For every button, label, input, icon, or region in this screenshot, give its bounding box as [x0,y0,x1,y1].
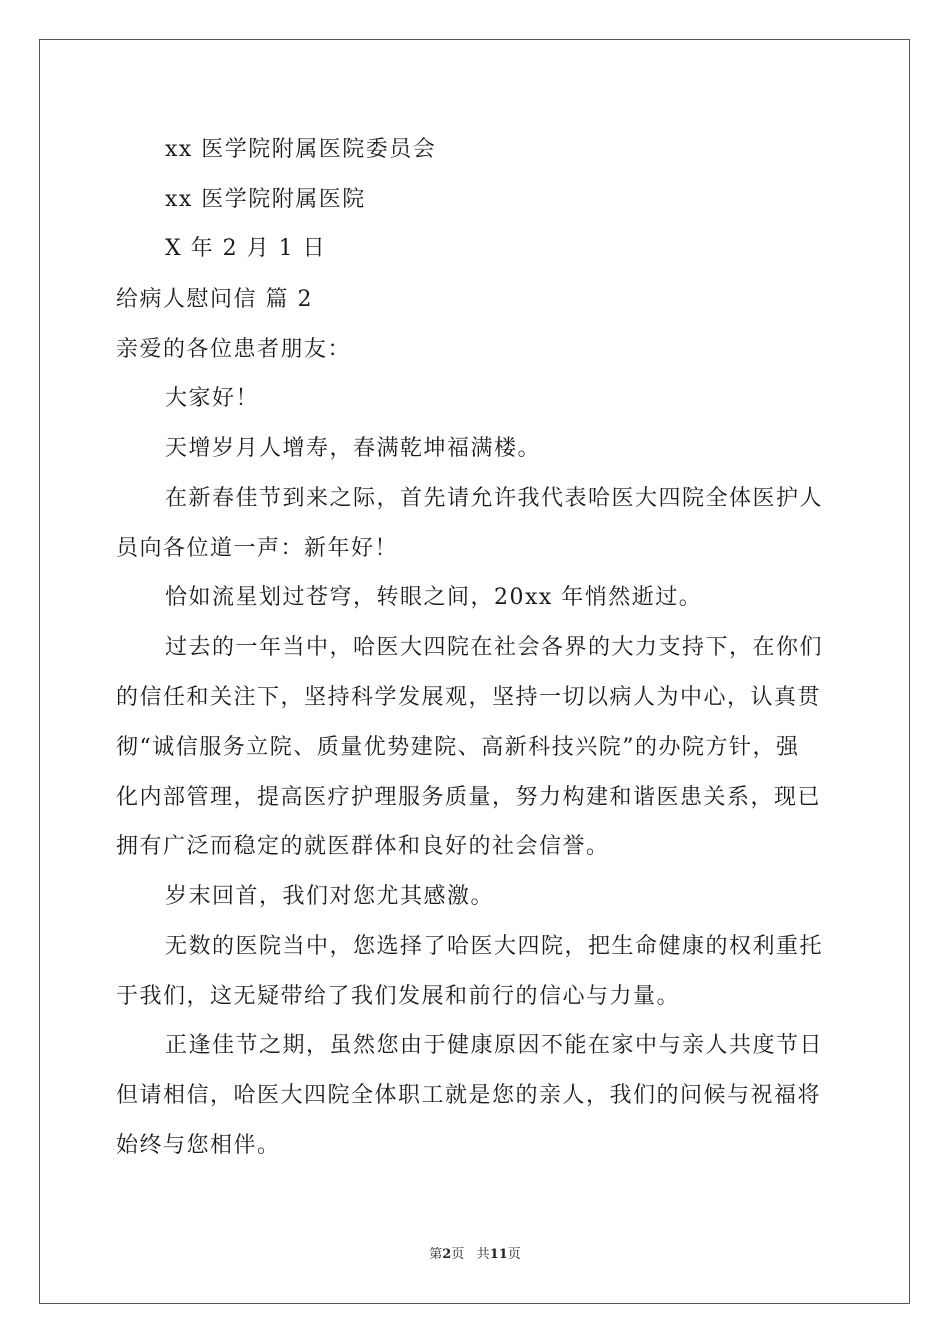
body-line: 无数的医院当中，您选择了哈医大四院，把生命健康的权利重托 [165,934,824,959]
body-line: 于我们，这无疑带给了我们发展和前行的信心与力量。 [116,984,681,1009]
body-line: 始终与您相伴。 [116,1133,281,1158]
body-line: 拥有广泛而稳定的就医群体和良好的社会信誉。 [116,834,610,859]
body-line: 彻“诚信服务立院、质量优势建院、高新科技兴院”的办院方针，强 [116,735,800,760]
page-suffix: 页 [451,1247,465,1262]
body-line: 在新春佳节到来之际，首先请允许我代表哈医大四院全体医护人 [165,486,824,511]
body-line: 岁末回首，我们对您尤其感激。 [165,884,495,909]
page-footer [0,1246,950,1264]
body-line: 正逢佳节之期，虽然您由于健康原因不能在家中与亲人共度节日 [165,1033,824,1058]
body-line: 的信任和关注下，坚持科学发展观，坚持一切以病人为中心，认真贯 [116,685,822,710]
signature-committee: xx 医学院附属医院委员会 [165,137,437,162]
page-border [39,39,910,1304]
section-title: 给病人慰问信 篇 2 [116,287,313,312]
body-line: 员向各位道一声：新年好！ [116,536,399,561]
body-line: 过去的一年当中，哈医大四院在社会各界的大力支持下，在你们 [165,635,824,660]
signature-hospital: xx 医学院附属医院 [165,187,366,212]
body-line: 但请相信，哈医大四院全体职工就是您的亲人，我们的问候与祝福将 [116,1083,822,1108]
signature-date: X 年 2 月 1 日 [165,236,327,261]
total-suffix: 页 [507,1247,521,1262]
total-prefix: 共 [476,1247,490,1262]
body-line: 化内部管理，提高医疗护理服务质量，努力构建和谐医患关系，现已 [116,785,822,810]
body-line: 天增岁月人增寿，春满乾坤福满楼。 [165,436,542,461]
body-line: 大家好！ [165,386,260,411]
page-prefix: 第 [429,1247,443,1262]
body-line: 恰如流星划过苍穹，转眼之间，20xx 年悄然逝过。 [165,585,703,610]
salutation: 亲爱的各位患者朋友： [116,337,352,362]
total-pages: 11 [489,1247,508,1262]
page-number: 2 [442,1247,452,1262]
